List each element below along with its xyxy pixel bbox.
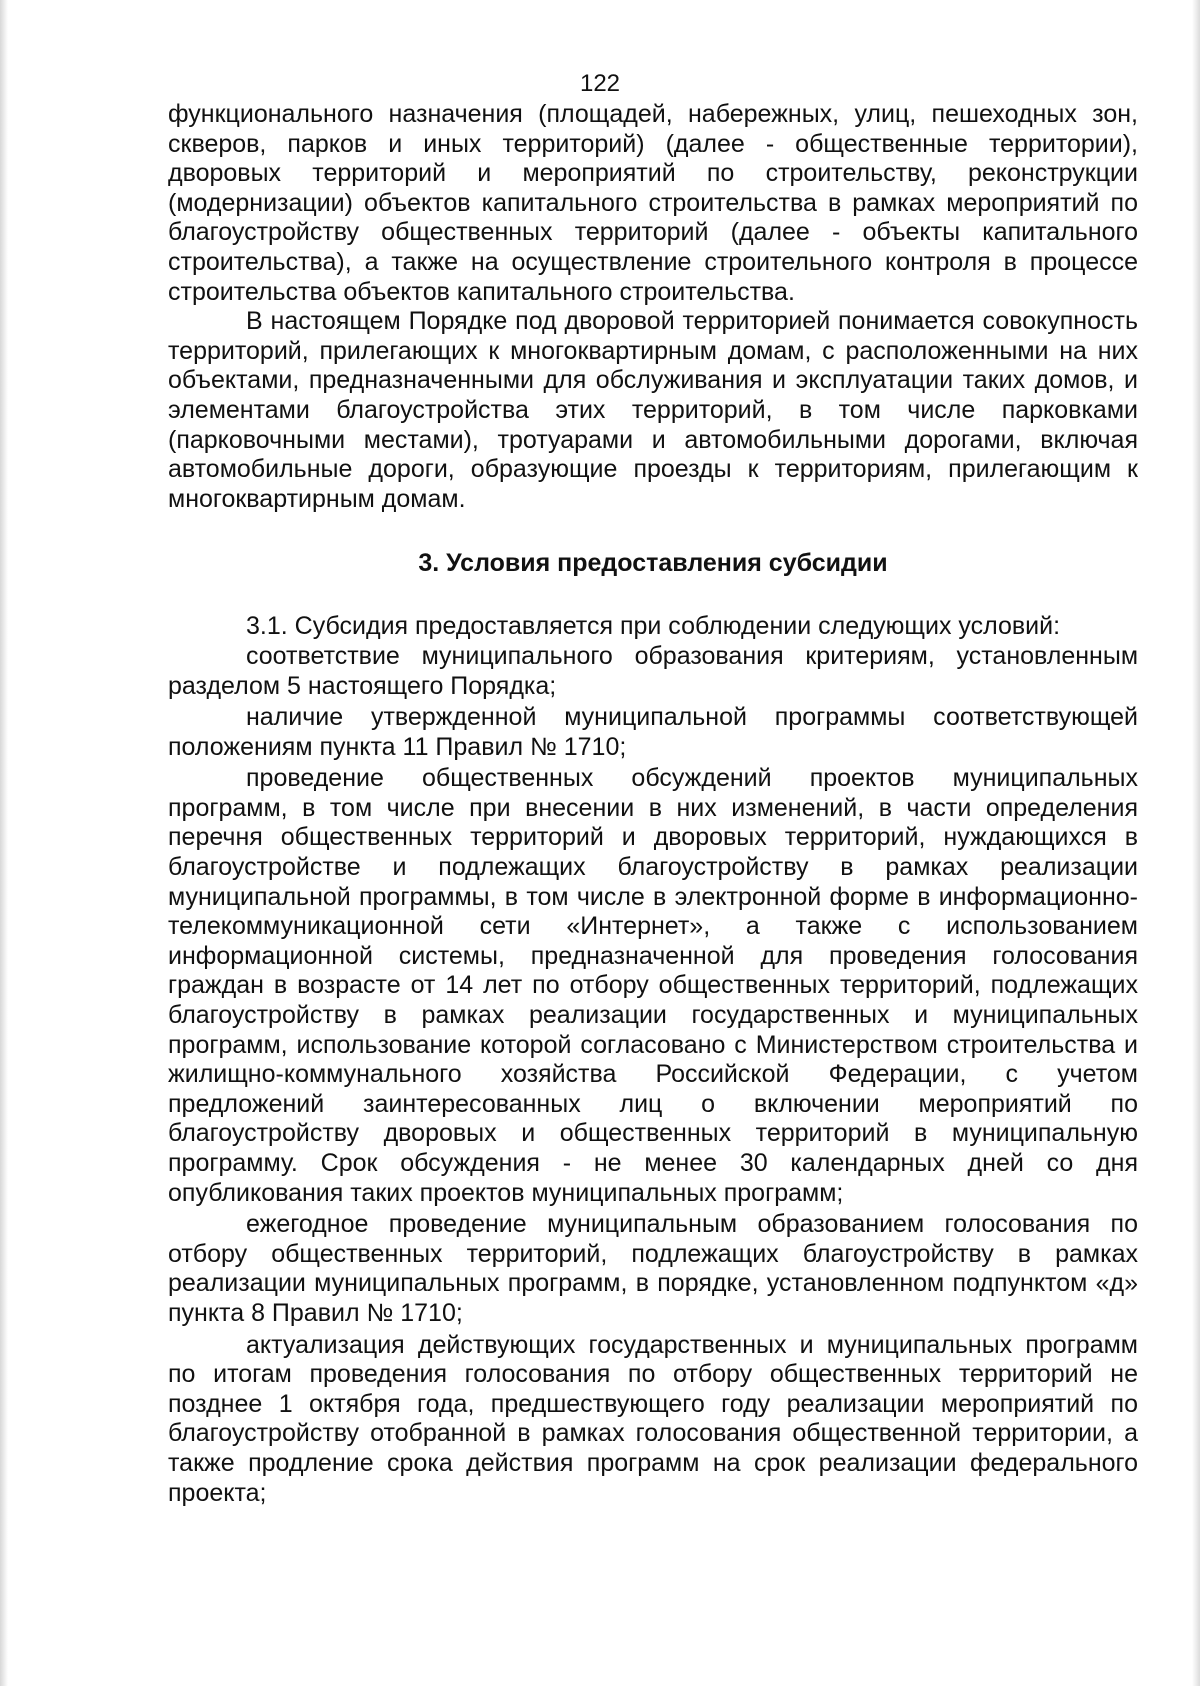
paragraph-continuation: функционального назначения (площадей, набережных, улиц, пешеходных зон, скверов, парков и иных территорий) (далее - общественные территории), дворовых территорий и мероприятий по строительству, реконструкции (модернизации) объектов капитального строительства в рамках мероприятий по благоустройству общественных территорий (далее - объекты капитального строительства), а также на осуществление строительного контроля в процессе строительства объектов капитального строительства.	[168, 100, 1138, 306]
scan-edge-right	[1192, 0, 1200, 1686]
paragraph-condition-criteria: соответствие муниципального образования критериям, установленным разделом 5 настоящего Порядка;	[168, 641, 1138, 700]
paragraph-condition-voting: ежегодное проведение муниципальным образованием голосования по отбору общественных территорий, подлежащих благоустройству в рамках реализации муниципальных программ, в порядке, установленном подпунктом «д» пункта 8 Правил № 1710;	[168, 1210, 1138, 1327]
page-number: 122	[579, 70, 621, 97]
scan-edge-left	[0, 0, 8, 1686]
paragraph-condition-update: актуализация действующих государственных и муниципальных программ по итогам проведения голосования по отбору общественных территорий не позднее 1 октября года, предшествующего году реализации мероприятий по благоустройству отобранной в рамках голосования общественной территории, а также продление срока действия программ на срок реализации федерального проекта;	[168, 1330, 1138, 1507]
paragraph-condition-discussions: проведение общественных обсуждений проектов муниципальных программ, в том числе при внесении в них изменений, в части определения перечня общественных территорий и дворовых территорий, нуждающихся в благоустройстве и подлежащих благоустройству в рамках реализации муниципальной программы, в том числе в электронной форме в информационно-телекоммуникационной сети «Интернет», а также с использованием информационной системы, предназначенной для проведения голосования граждан в возрасте от 14 лет по отбору общественных территорий, подлежащих благоустройству в рамках реализации государственных и муниципальных программ, использование которой согласовано с Министерством строительства и жилищно-коммунального хозяйства Российской Федерации, с учетом предложений заинтересованных лиц о включении мероприятий по благоустройству дворовых и общественных территорий в муниципальную программу. Срок обсуждения - не менее 30 календарных дней со дня опубликования таких проектов муниципальных программ;	[168, 764, 1138, 1207]
section-heading: 3. Условия предоставления субсидии	[418, 549, 888, 578]
document-body	[168, 100, 1138, 1508]
paragraph-yard-definition: В настоящем Порядке под дворовой территорией понимается совокупность территорий, прилегающих к многоквартирным домам, с расположенными на них объектами, предназначенными для обслуживания и эксплуатации таких домов, и элементами благоустройства этих территорий, в том числе парковками (парковочными местами), тротуарами и автомобильными дорогами, включая автомобильные дороги, образующие проезды к территориям, прилегающим к многоквартирным домам.	[168, 307, 1138, 513]
paragraph-condition-program: наличие утвержденной муниципальной программы соответствующей положениям пункта 11 Правил № 1710;	[168, 703, 1138, 761]
paragraph-clause-3-1: 3.1. Субсидия предоставляется при соблюдении следующих условий:	[246, 612, 1061, 641]
